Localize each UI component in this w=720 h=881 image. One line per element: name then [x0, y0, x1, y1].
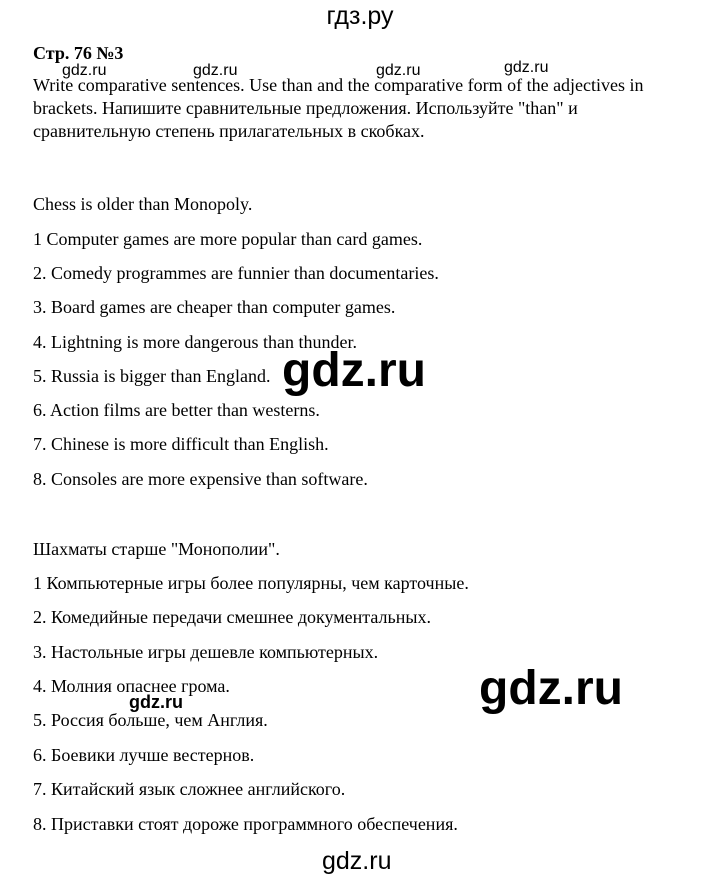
watermark-footer: gdz.ru: [322, 847, 392, 875]
watermark: gdz.ru: [504, 59, 549, 76]
site-header: гдз.ру: [326, 2, 394, 30]
russian-item: 5. Россия больше, чем Англия.: [33, 710, 268, 730]
russian-item: 4. Молния опаснее грома.: [33, 676, 230, 696]
english-item: 1 Computer games are more popular than card games.: [33, 229, 423, 249]
watermark: gdz.ru: [376, 62, 421, 79]
english-item: 8. Consoles are more expensive than software.: [33, 469, 368, 489]
watermark: gdz.ru: [129, 692, 183, 712]
english-item: 5. Russia is bigger than England.: [33, 366, 271, 386]
english-item: 4. Lightning is more dangerous than thunder.: [33, 332, 357, 352]
english-item: 7. Chinese is more difficult than English.: [33, 434, 329, 454]
english-item: 2. Comedy programmes are funnier than documentaries.: [33, 263, 439, 283]
russian-item: 6. Боевики лучше вестернов.: [33, 745, 255, 765]
watermark: gdz.ru: [479, 662, 623, 715]
watermark: gdz.ru: [193, 62, 238, 79]
watermark: gdz.ru: [62, 62, 107, 79]
english-example: Chess is older than Monopoly.: [33, 194, 253, 214]
english-item: 3. Board games are cheaper than computer games.: [33, 297, 396, 317]
russian-item: 7. Китайский язык сложнее английского.: [33, 779, 346, 799]
watermark: gdz.ru: [282, 344, 426, 397]
task-instructions: Write comparative sentences. Use than and the comparative form of the adjectives in brackets. Напишите сравнительные предложения. Используйте "than" и сравнительную степень прилагательных в скобках.: [33, 75, 644, 141]
task-heading: Стр. 76 №3: [33, 43, 124, 63]
russian-item: 2. Комедийные передачи смешнее документальных.: [33, 607, 431, 627]
russian-item: 3. Настольные игры дешевле компьютерных.: [33, 642, 379, 662]
english-item: 6. Action films are better than westerns.: [33, 400, 320, 420]
russian-item: 1 Компьютерные игры более популярны, чем карточные.: [33, 573, 469, 593]
russian-example: Шахматы старше "Монополии".: [33, 539, 280, 559]
russian-item: 8. Приставки стоят дороже программного обеспечения.: [33, 814, 458, 834]
